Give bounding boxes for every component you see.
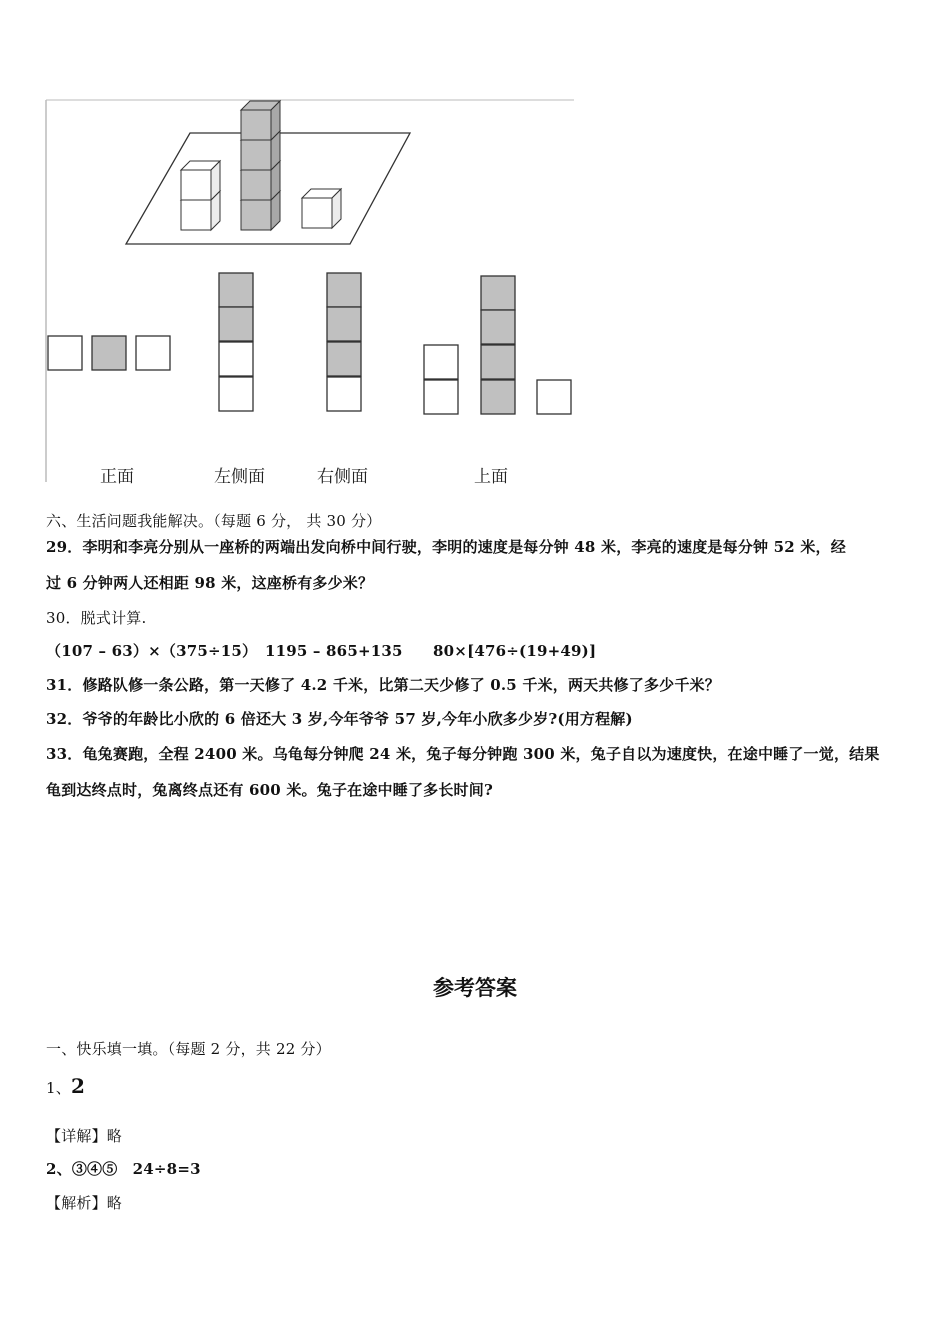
answer-2-detail: 【解析】略 xyxy=(46,1194,123,1212)
right-view-square-1 xyxy=(327,273,361,307)
right-view-square-2 xyxy=(327,307,361,341)
answer-2: 2、③④⑤ 24÷8=3 xyxy=(46,1160,201,1178)
cube-views-figure xyxy=(44,98,576,486)
cube-tall-1-front xyxy=(241,200,271,230)
answer-1-number: 1、 xyxy=(46,1079,71,1097)
question-31: 31．修路队修一条公路，第一天修了 4.2 千米，比第二天少修了 0.5 千米，两天共修了多少千米？ xyxy=(46,676,720,694)
question-33-line2: 龟到达终点时，兔离终点还有 600 米。兔子在途中睡了多长时间? xyxy=(46,781,493,799)
top-view-square-6 xyxy=(481,380,515,414)
front-view-square-2 xyxy=(92,336,126,370)
cube-tall-3-front xyxy=(241,140,271,170)
cube-left-bottom-front xyxy=(181,200,211,230)
question-30-expressions: （107 – 63）×（375÷15） 1195 – 865+135 80×[476÷(19+49)] xyxy=(46,642,597,660)
left-view-square-1 xyxy=(219,273,253,307)
top-view-square-5 xyxy=(481,345,515,379)
answers-title: 参考答案 xyxy=(433,976,517,1000)
top-view-square-2 xyxy=(424,380,458,414)
answer-1 xyxy=(46,1074,85,1098)
right-view-square-4 xyxy=(327,377,361,411)
right-view-square-3 xyxy=(327,342,361,376)
top-view-square-3 xyxy=(481,276,515,310)
question-29-line2: 过 6 分钟两人还相距 98 米，这座桥有多少米？ xyxy=(46,574,374,592)
answer-1-detail: 【详解】略 xyxy=(46,1127,123,1145)
top-view-square-4 xyxy=(481,310,515,344)
question-32: 32．爷爷的年龄比小欣的 6 倍还大 3 岁,今年爷爷 57 岁,今年小欣多少岁?(用方程解) xyxy=(46,710,633,728)
answer-1-value: 2 xyxy=(70,1074,86,1098)
view-label-front: 正面 xyxy=(100,467,134,487)
question-33-line1: 33．龟兔赛跑，全程 2400 米。乌龟每分钟爬 24 米，兔子每分钟跑 300 米，兔子自以为速度快，在途中睡了一觉，结果 xyxy=(46,745,880,763)
left-view-square-2 xyxy=(219,307,253,341)
cube-diagram xyxy=(44,98,576,486)
view-label-left: 左侧面 xyxy=(214,467,265,487)
section6-heading: 六、生活问题我能解决。（每题 6 分， 共 30 分） xyxy=(46,512,382,530)
view-label-right: 右侧面 xyxy=(317,467,368,487)
left-view-square-4 xyxy=(219,377,253,411)
front-view-square-1 xyxy=(48,336,82,370)
cube-tall-4-front xyxy=(241,110,271,140)
cube-tall-2-front xyxy=(241,170,271,200)
left-view-square-3 xyxy=(219,342,253,376)
front-view-square-3 xyxy=(136,336,170,370)
cube-left-top-front xyxy=(181,170,211,200)
question-30-title: 30．脱式计算. xyxy=(46,609,147,627)
top-view-square-7 xyxy=(537,380,571,414)
answers-section1-heading: 一、快乐填一填。（每题 2 分，共 22 分） xyxy=(46,1040,331,1058)
cube-single-front xyxy=(302,198,332,228)
top-view-square-1 xyxy=(424,345,458,379)
view-label-top: 上面 xyxy=(474,467,508,487)
question-29-line1: 29．李明和李亮分别从一座桥的两端出发向桥中间行驶，李明的速度是每分钟 48 米，李亮的速度是每分钟 52 米，经 xyxy=(46,538,846,556)
